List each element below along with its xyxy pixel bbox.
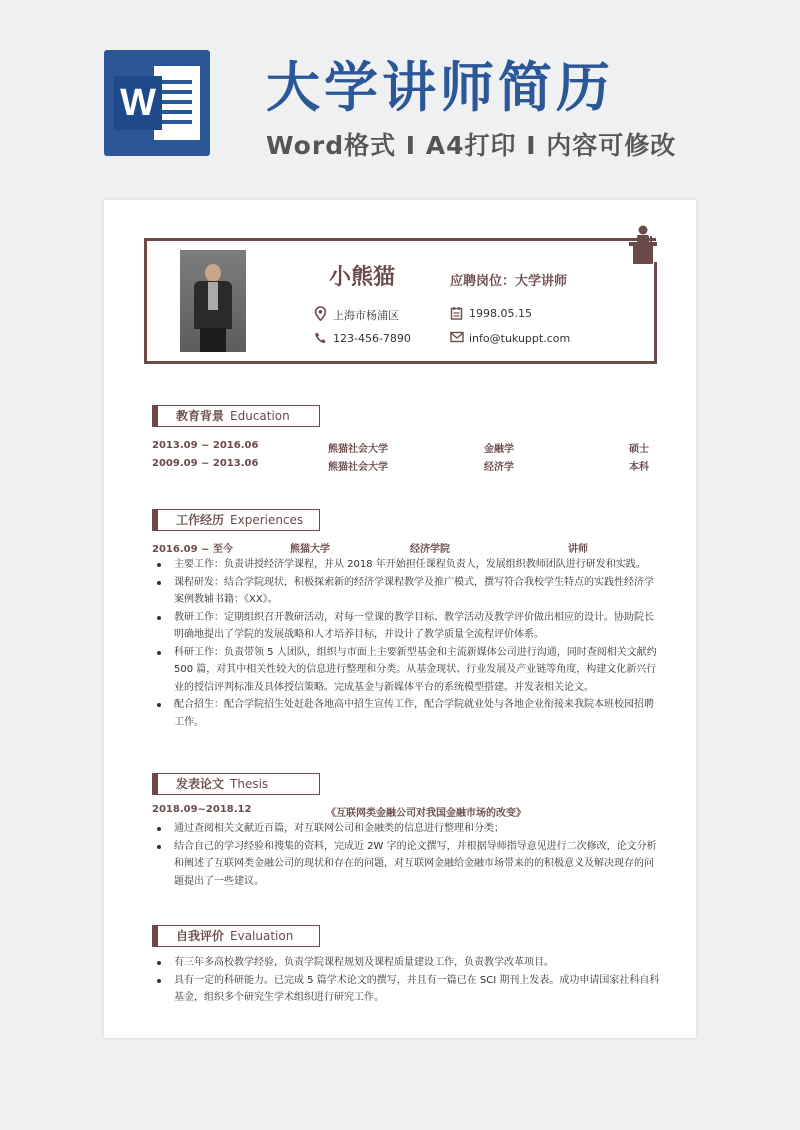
list-item: 有三年多高校教学经验，负责学院课程规划及课程质量建设工作，负责教学改革项目。 [152, 954, 662, 972]
education-row: 2013.09 ~ 2016.06 熊猫社会大学 金融学 硕士 [152, 440, 649, 455]
profile-photo [180, 250, 246, 352]
education-heading: 教育背景 Education [152, 405, 320, 427]
phone-icon [314, 331, 327, 345]
thesis-heading: 发表论文 Thesis [152, 773, 320, 795]
list-item: 具有一定的科研能力。已完成 5 篇学术论文的撰写，并且有一篇已在 SCI 期刊上发表。成功申请国家社科自科基金，组织多个研究生学术组织进行研究工作。 [152, 972, 662, 1007]
list-item: 配合招生：配合学院招生处赶赴各地高中招生宣传工作，配合学院就业处与各地企业衔接来我院本班校园招聘工作。 [152, 696, 662, 731]
list-item: 通过查阅相关文献近百篇，对互联网公司和金融类的信息进行整理和分类； [152, 820, 662, 838]
list-item: 教研工作：定期组织召开教研活动，对每一堂课的教学目标、教学活动及教学评价做出相应的设计。协助院长明确地提出了学院的发展战略和人才培养目标，并设计了教学质量全流程评价体系。 [152, 609, 662, 644]
calendar-icon [450, 306, 463, 320]
experience-heading: 工作经历 Experiences [152, 509, 320, 531]
experience-row: 2016.09 ~ 至今 熊猫大学 经济学院 讲师 [152, 544, 588, 555]
address-text: 上海市杨浦区 [333, 309, 399, 322]
word-logo-icon [104, 50, 210, 156]
lecturer-podium-icon [626, 224, 660, 264]
list-item: 主要工作：负责讲授经济学课程，并从 2018 年开始担任课程负责人，发展组织教师团队进行研发和实践。 [152, 556, 662, 574]
thesis-row: 2018.09~2018.12 《互联网类金融公司对我国金融市场的改变》 [152, 804, 526, 819]
resume-page [104, 200, 696, 1038]
envelope-icon [450, 331, 464, 343]
applied-position: 应聘岗位：大学讲师 [450, 274, 568, 289]
experience-list [152, 556, 662, 731]
list-item: 结合自己的学习经验和搜集的资料，完成近 2W 字的论文撰写，并根据导师指导意见进行二次修改，论文分析和阐述了互联网类金融公司的现状和存在的问题，对互联网金融给金融市场带来的的积极意义及解决现存的问题提出了一些建议。 [152, 838, 662, 891]
list-item: 科研工作：负责带领 5 人团队，组织与市面上主要新型基金和主流新媒体公司进行沟通，同时查阅相关文献约 500 篇，对其中相关性较大的信息进行整理和分类。从基金现状、行业发展及产业链等角度，构建文化新兴行业的授信评判标准及具体授信策略。完成基金与新媒体平台的系统模型搭建。并发表相关论文。 [152, 644, 662, 697]
list-item: 课程研发：结合学院现状，积极探索新的经济学课程教学及推广模式，撰写符合我校学生特点的实践性经济学案例教辅书籍：《XX》。 [152, 574, 662, 609]
thesis-list [152, 820, 662, 890]
education-row: 2009.09 ~ 2013.06 熊猫社会大学 经济学 本科 [152, 458, 649, 473]
banner [0, 0, 800, 190]
evaluation-heading: 自我评价 Evaluation [152, 925, 320, 947]
word-letter: W [114, 76, 162, 130]
location-pin-icon [314, 306, 327, 321]
birth-text: 1998.05.15 [469, 307, 532, 320]
banner-title: 大学讲师简历 [266, 56, 614, 119]
banner-subtitle: Word格式 I A4打印 I 内容可修改 [266, 131, 677, 160]
email-text: info@tukuppt.com [469, 332, 571, 345]
phone-text: 123-456-7890 [333, 332, 411, 345]
candidate-name: 小熊猫 [329, 265, 396, 290]
evaluation-list [152, 954, 662, 1007]
